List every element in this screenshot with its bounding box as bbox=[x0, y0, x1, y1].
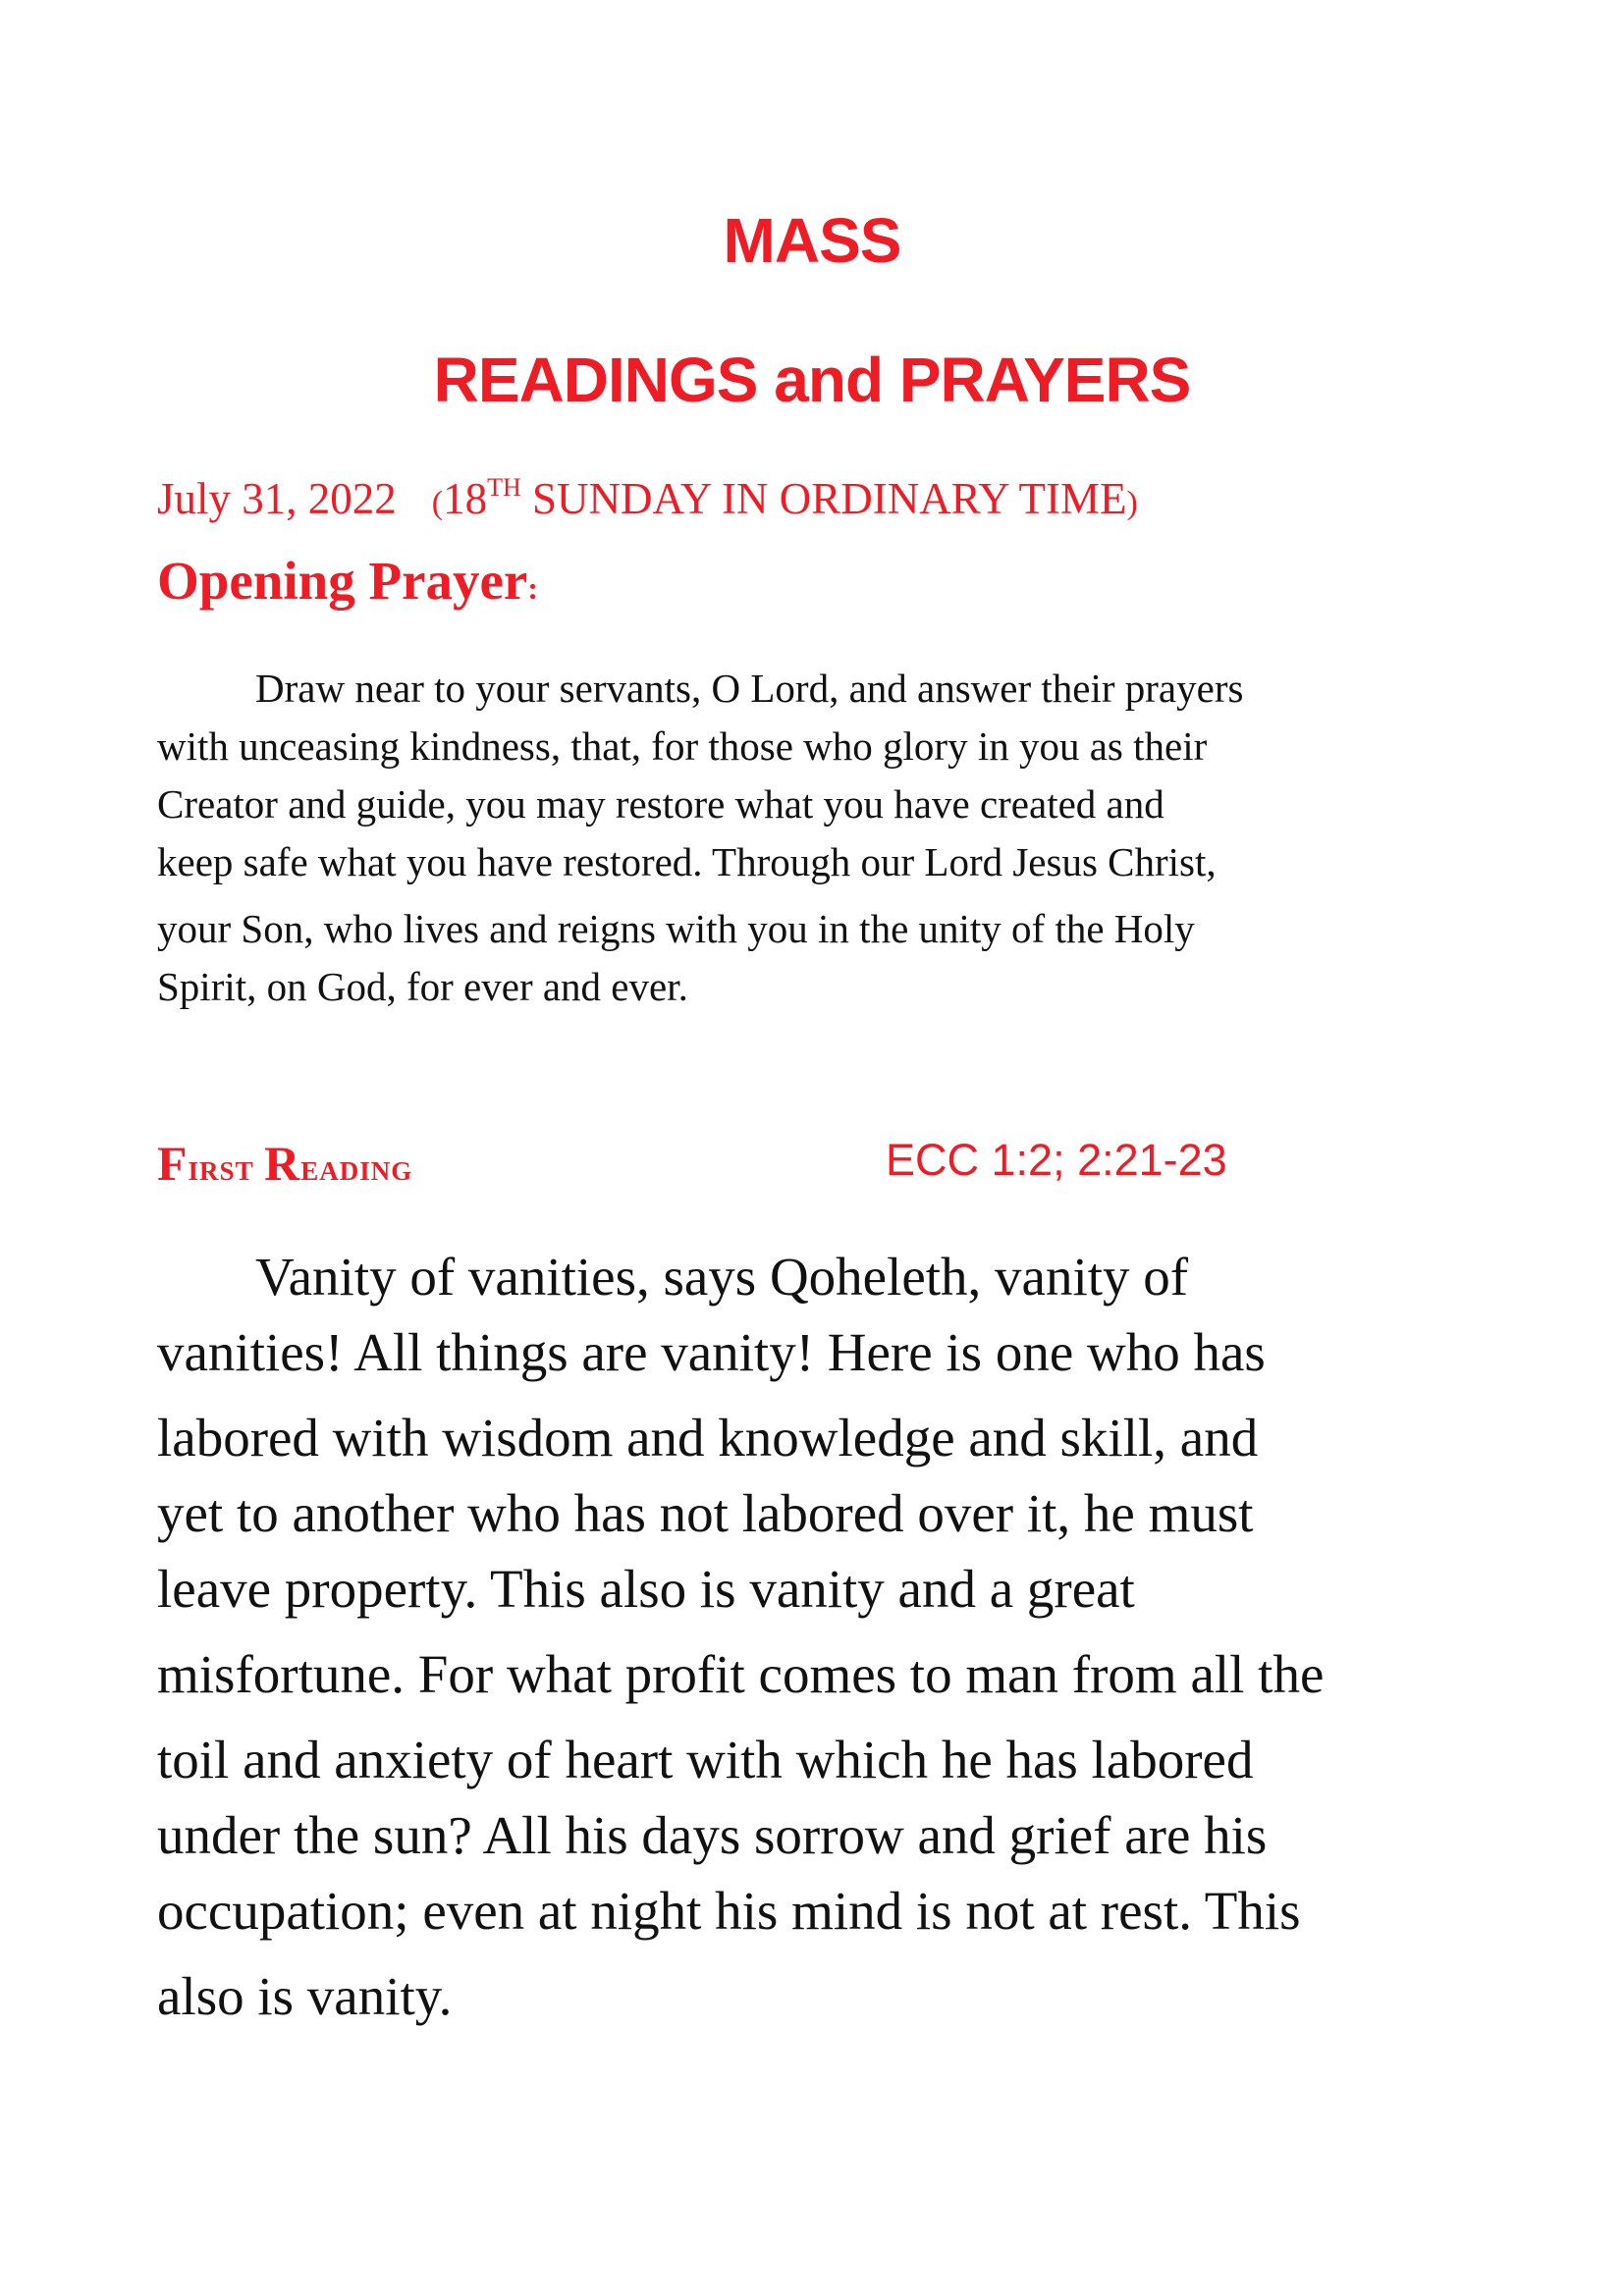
occasion-text: SUNDAY IN ORDINARY TIME bbox=[520, 474, 1127, 523]
reading-line: under the sun? All his days sorrow and grief are his bbox=[157, 1805, 1268, 1865]
document-subtitle: READINGS and PRAYERS bbox=[433, 345, 1191, 415]
reading-line: yet to another who has not labored over it, he must bbox=[157, 1483, 1254, 1543]
reading-line: labored with wisdom and knowledge and skill, and bbox=[157, 1408, 1259, 1468]
first-reading-heading-rest-1: irst bbox=[188, 1148, 265, 1189]
first-reading-heading-rest-2: eading bbox=[300, 1148, 413, 1189]
occasion-number: 18 bbox=[443, 474, 488, 523]
date-line bbox=[157, 473, 1138, 524]
first-reading-reference: ECC 1:2; 2:21-23 bbox=[886, 1135, 1227, 1185]
prayer-line: Creator and guide, you may restore what you have created and bbox=[157, 781, 1164, 827]
prayer-line: keep safe what you have restored. Through our Lord Jesus Christ, bbox=[157, 839, 1217, 884]
document-title: MASS bbox=[723, 205, 901, 276]
first-reading-text bbox=[157, 1239, 1532, 2034]
prayer-line: your Son, who lives and reigns with you in the unity of the Holy bbox=[157, 906, 1195, 951]
prayer-line: with unceasing kindness, that, for those who glory in you as their bbox=[157, 723, 1208, 769]
occasion-ordinal-suffix: TH bbox=[487, 473, 521, 502]
opening-prayer-text bbox=[157, 660, 1492, 1016]
reading-line: Vanity of vanities, says Qoheleth, vanity of bbox=[255, 1247, 1189, 1307]
reading-line: leave property. This also is vanity and a great bbox=[157, 1559, 1135, 1619]
opening-prayer-heading-colon: : bbox=[527, 570, 538, 606]
reading-line: misfortune. For what profit comes to man from all the bbox=[157, 1644, 1325, 1704]
reading-line: occupation; even at night his mind is not at rest. This bbox=[157, 1881, 1301, 1941]
reading-line: vanities! All things are vanity! Here is one who has bbox=[157, 1322, 1266, 1382]
first-reading-heading-initial-1: F bbox=[157, 1136, 189, 1191]
reading-line: also is vanity. bbox=[157, 1966, 453, 2026]
prayer-line: Spirit, on God, for ever and ever. bbox=[157, 964, 688, 1009]
occasion-close-paren: ) bbox=[1126, 485, 1138, 521]
opening-prayer-heading-text: Opening Prayer bbox=[157, 551, 528, 611]
prayer-line: Draw near to your servants, O Lord, and answer their prayers bbox=[255, 666, 1244, 711]
occasion-open-paren: ( bbox=[431, 485, 444, 521]
first-reading-heading-initial-2: R bbox=[264, 1136, 301, 1191]
first-reading-heading bbox=[157, 1135, 412, 1192]
date: July 31, 2022 bbox=[157, 474, 397, 523]
opening-prayer-heading bbox=[157, 550, 538, 612]
reading-line: toil and anxiety of heart with which he has labored bbox=[157, 1730, 1254, 1789]
